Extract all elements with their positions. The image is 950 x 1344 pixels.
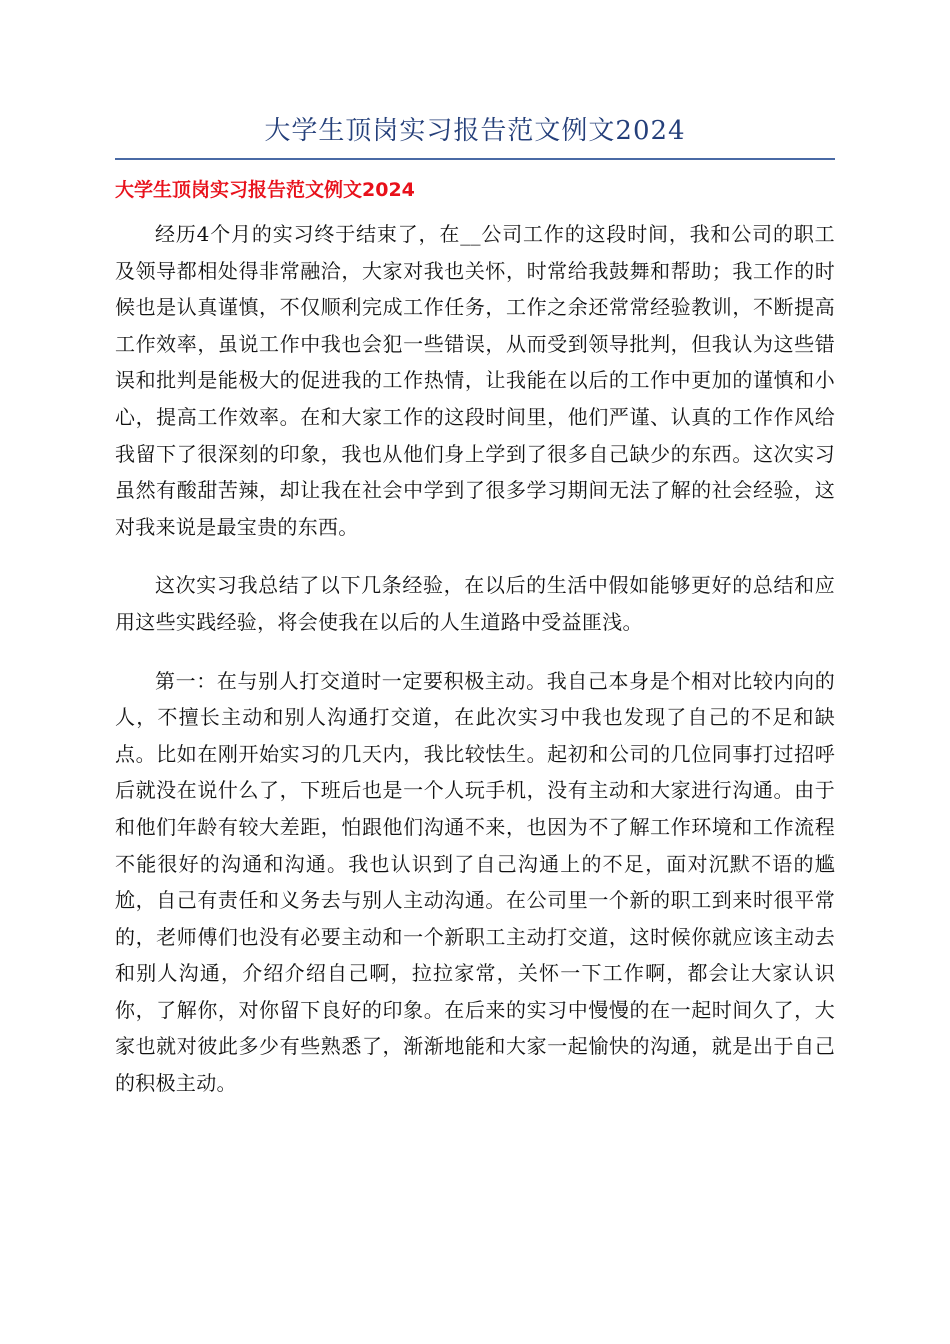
paragraph-3: 第一：在与别人打交道时一定要积极主动。我自己本身是个相对比较内向的人，不擅长主动和别人沟通打交道，在此次实习中我也发现了自己的不足和缺点。比如在刚开始实习的几天内，我比较怯生。起初和公司的几位同事打过招呼后就没在说什么了，下班后也是一个人玩手机，没有主动和大家进行沟通。由于和他们年龄有较大差距，怕跟他们沟通不来，也因为不了解工作环境和工作流程不能很好的沟通和沟通。我也认识到了自己沟通上的不足，面对沉默不语的尴尬，自己有责任和义务去与别人主动沟通。在公司里一个新的职工到来时很平常的，老师傅们也没有必要主动和一个新职工主动打交道，这时候你就应该主动去和别人沟通，介绍介绍自己啊，拉拉家常，关怀一下工作啊，都会让大家认识你，了解你，对你留下良好的印象。在后来的实习中慢慢的在一起时间久了，大家也就对彼此多少有些熟悉了，渐渐地能和大家一起愉快的沟通，就是出于自己的积极主动。 <box>115 668 835 1096</box>
paragraph-1: 经历4个月的实习终于结束了，在__公司工作的这段时间，我和公司的职工及领导都相处得非常融洽，大家对我也关怀，时常给我鼓舞和帮助；我工作的时候也是认真谨慎，不仅顺利完成工作任务，工作之余还常常经验教训，不断提高工作效率，虽说工作中我也会犯一些错误，从而受到领导批判，但我认为这些错误和批判是能极大的促进我的工作热情，让我能在以后的工作中更加的谨慎和小心，提高工作效率。在和大家工作的这段时间里，他们严谨、认真的工作作风给我留下了很深刻的印象，我也从他们身上学到了很多自己缺少的东西。这次实习虽然有酸甜苦辣，却让我在社会中学到了很多学习期间无法了解的社会经验，这对我来说是最宝贵的东西。 <box>115 222 835 539</box>
page-header <box>115 108 835 160</box>
header-title: 大学生顶岗实习报告范文例文2024 <box>264 116 686 146</box>
paragraph-2: 这次实习我总结了以下几条经验，在以后的生活中假如能够更好的总结和应用这些实践经验，将会使我在以后的人生道路中受益匪浅。 <box>115 573 835 634</box>
section-heading: 大学生顶岗实习报告范文例文2024 <box>115 179 415 201</box>
document-body <box>115 174 835 1124</box>
